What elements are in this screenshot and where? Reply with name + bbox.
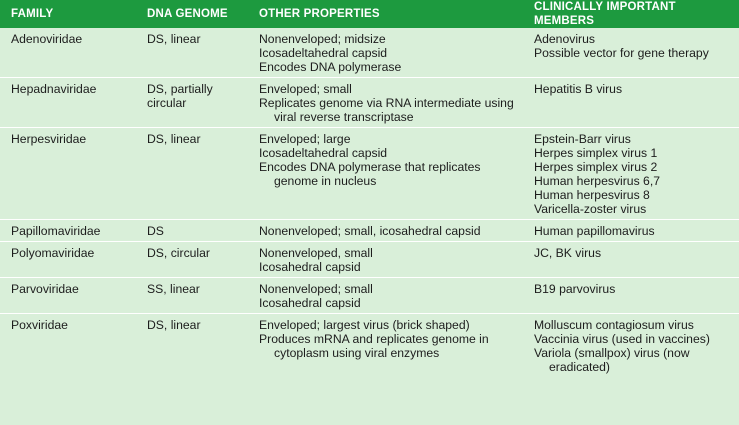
- member-item: Hepatitis B virus: [534, 82, 623, 96]
- cell-clinical-members: [523, 278, 739, 314]
- table-row: [0, 314, 739, 378]
- property-item: Replicates genome via RNA intermediate using viral reverse transcriptase: [259, 96, 514, 124]
- table-row: [0, 28, 739, 78]
- member-item: Vaccinia virus (used in vaccines): [534, 332, 710, 346]
- header-row: [0, 0, 739, 28]
- cell-other-properties: [248, 128, 523, 220]
- table-body: [0, 28, 739, 377]
- cell-dna-genome: DS, partially circular: [136, 78, 248, 128]
- cell-clinical-members: [523, 242, 739, 278]
- cell-other-properties: [248, 78, 523, 128]
- property-item: Icosahedral capsid: [259, 260, 361, 274]
- property-item: Encodes DNA polymerase that replicates genome in nucleus: [259, 160, 481, 188]
- member-item: Possible vector for gene therapy: [534, 46, 709, 60]
- cell-clinical-members: [523, 128, 739, 220]
- member-item: Human herpesvirus 6,7: [534, 174, 660, 188]
- member-item: Herpes simplex virus 1: [534, 146, 658, 160]
- property-item: Enveloped; small: [259, 82, 352, 96]
- header-family: FAMILY: [0, 0, 136, 28]
- member-item: Human papillomavirus: [534, 224, 655, 238]
- cell-family: Hepadnaviridae: [0, 78, 136, 128]
- property-item: Icosadeltahedral capsid: [259, 46, 388, 60]
- cell-family: Parvoviridae: [0, 278, 136, 314]
- cell-dna-genome: DS, linear: [136, 128, 248, 220]
- cell-clinical-members: [523, 220, 739, 242]
- table-row: [0, 128, 739, 220]
- cell-family: Herpesviridae: [0, 128, 136, 220]
- cell-dna-genome: DS, linear: [136, 28, 248, 78]
- member-item: JC, BK virus: [534, 246, 602, 260]
- header-clinically-important-members: CLINICALLY IMPORTANT MEMBERS: [523, 0, 739, 28]
- member-item: Human herpesvirus 8: [534, 188, 650, 202]
- property-item: Nonenveloped; small, icosahedral capsid: [259, 224, 481, 238]
- cell-family: Poxviridae: [11, 318, 68, 332]
- cell-family: Papillomaviridae: [0, 220, 136, 242]
- member-item: Adenovirus: [534, 32, 595, 46]
- property-item: Nonenveloped; small: [259, 282, 373, 296]
- cell-dna-genome: DS, linear: [147, 318, 201, 332]
- header-other-properties: OTHER PROPERTIES: [248, 0, 523, 28]
- cell-other-properties: [248, 278, 523, 314]
- property-item: Icosadeltahedral capsid: [259, 146, 388, 160]
- table-header: [0, 0, 739, 28]
- cell-other-properties: [248, 242, 523, 278]
- member-item: Epstein-Barr virus: [534, 132, 631, 146]
- table-row: [0, 220, 739, 242]
- cell-clinical-members: [523, 28, 739, 78]
- property-item: Encodes DNA polymerase: [259, 60, 402, 74]
- member-item: Herpes simplex virus 2: [534, 160, 658, 174]
- cell-other-properties: [248, 28, 523, 78]
- table-row: [0, 242, 739, 278]
- cell-dna-genome: SS, linear: [136, 278, 248, 314]
- property-item: Enveloped; large: [259, 132, 351, 146]
- member-item: Varicella-zoster virus: [534, 202, 647, 216]
- cell-dna-genome: DS, circular: [136, 242, 248, 278]
- cell-clinical-members: [523, 78, 739, 128]
- member-item: Variola (smallpox) virus (now eradicated): [534, 346, 690, 374]
- member-item: Molluscum contagiosum virus: [534, 318, 694, 332]
- property-item: Icosahedral capsid: [259, 296, 361, 310]
- property-item: Enveloped; largest virus (brick shaped): [259, 318, 470, 332]
- cell-family: Adenoviridae: [0, 28, 136, 78]
- property-item: Nonenveloped, small: [259, 246, 373, 260]
- property-item: Nonenveloped; midsize: [259, 32, 386, 46]
- table-row: [0, 78, 739, 128]
- member-item: B19 parvovirus: [534, 282, 616, 296]
- property-item: Produces mRNA and replicates genome in cytoplasm using viral enzymes: [259, 332, 489, 360]
- cell-other-properties: [248, 220, 523, 242]
- cell-other-properties: [248, 314, 523, 378]
- table-row: [0, 278, 739, 314]
- cell-clinical-members: [523, 314, 739, 378]
- header-dna-genome: DNA GENOME: [136, 0, 248, 28]
- cell-family: Polyomaviridae: [0, 242, 136, 278]
- cell-dna-genome: DS: [136, 220, 248, 242]
